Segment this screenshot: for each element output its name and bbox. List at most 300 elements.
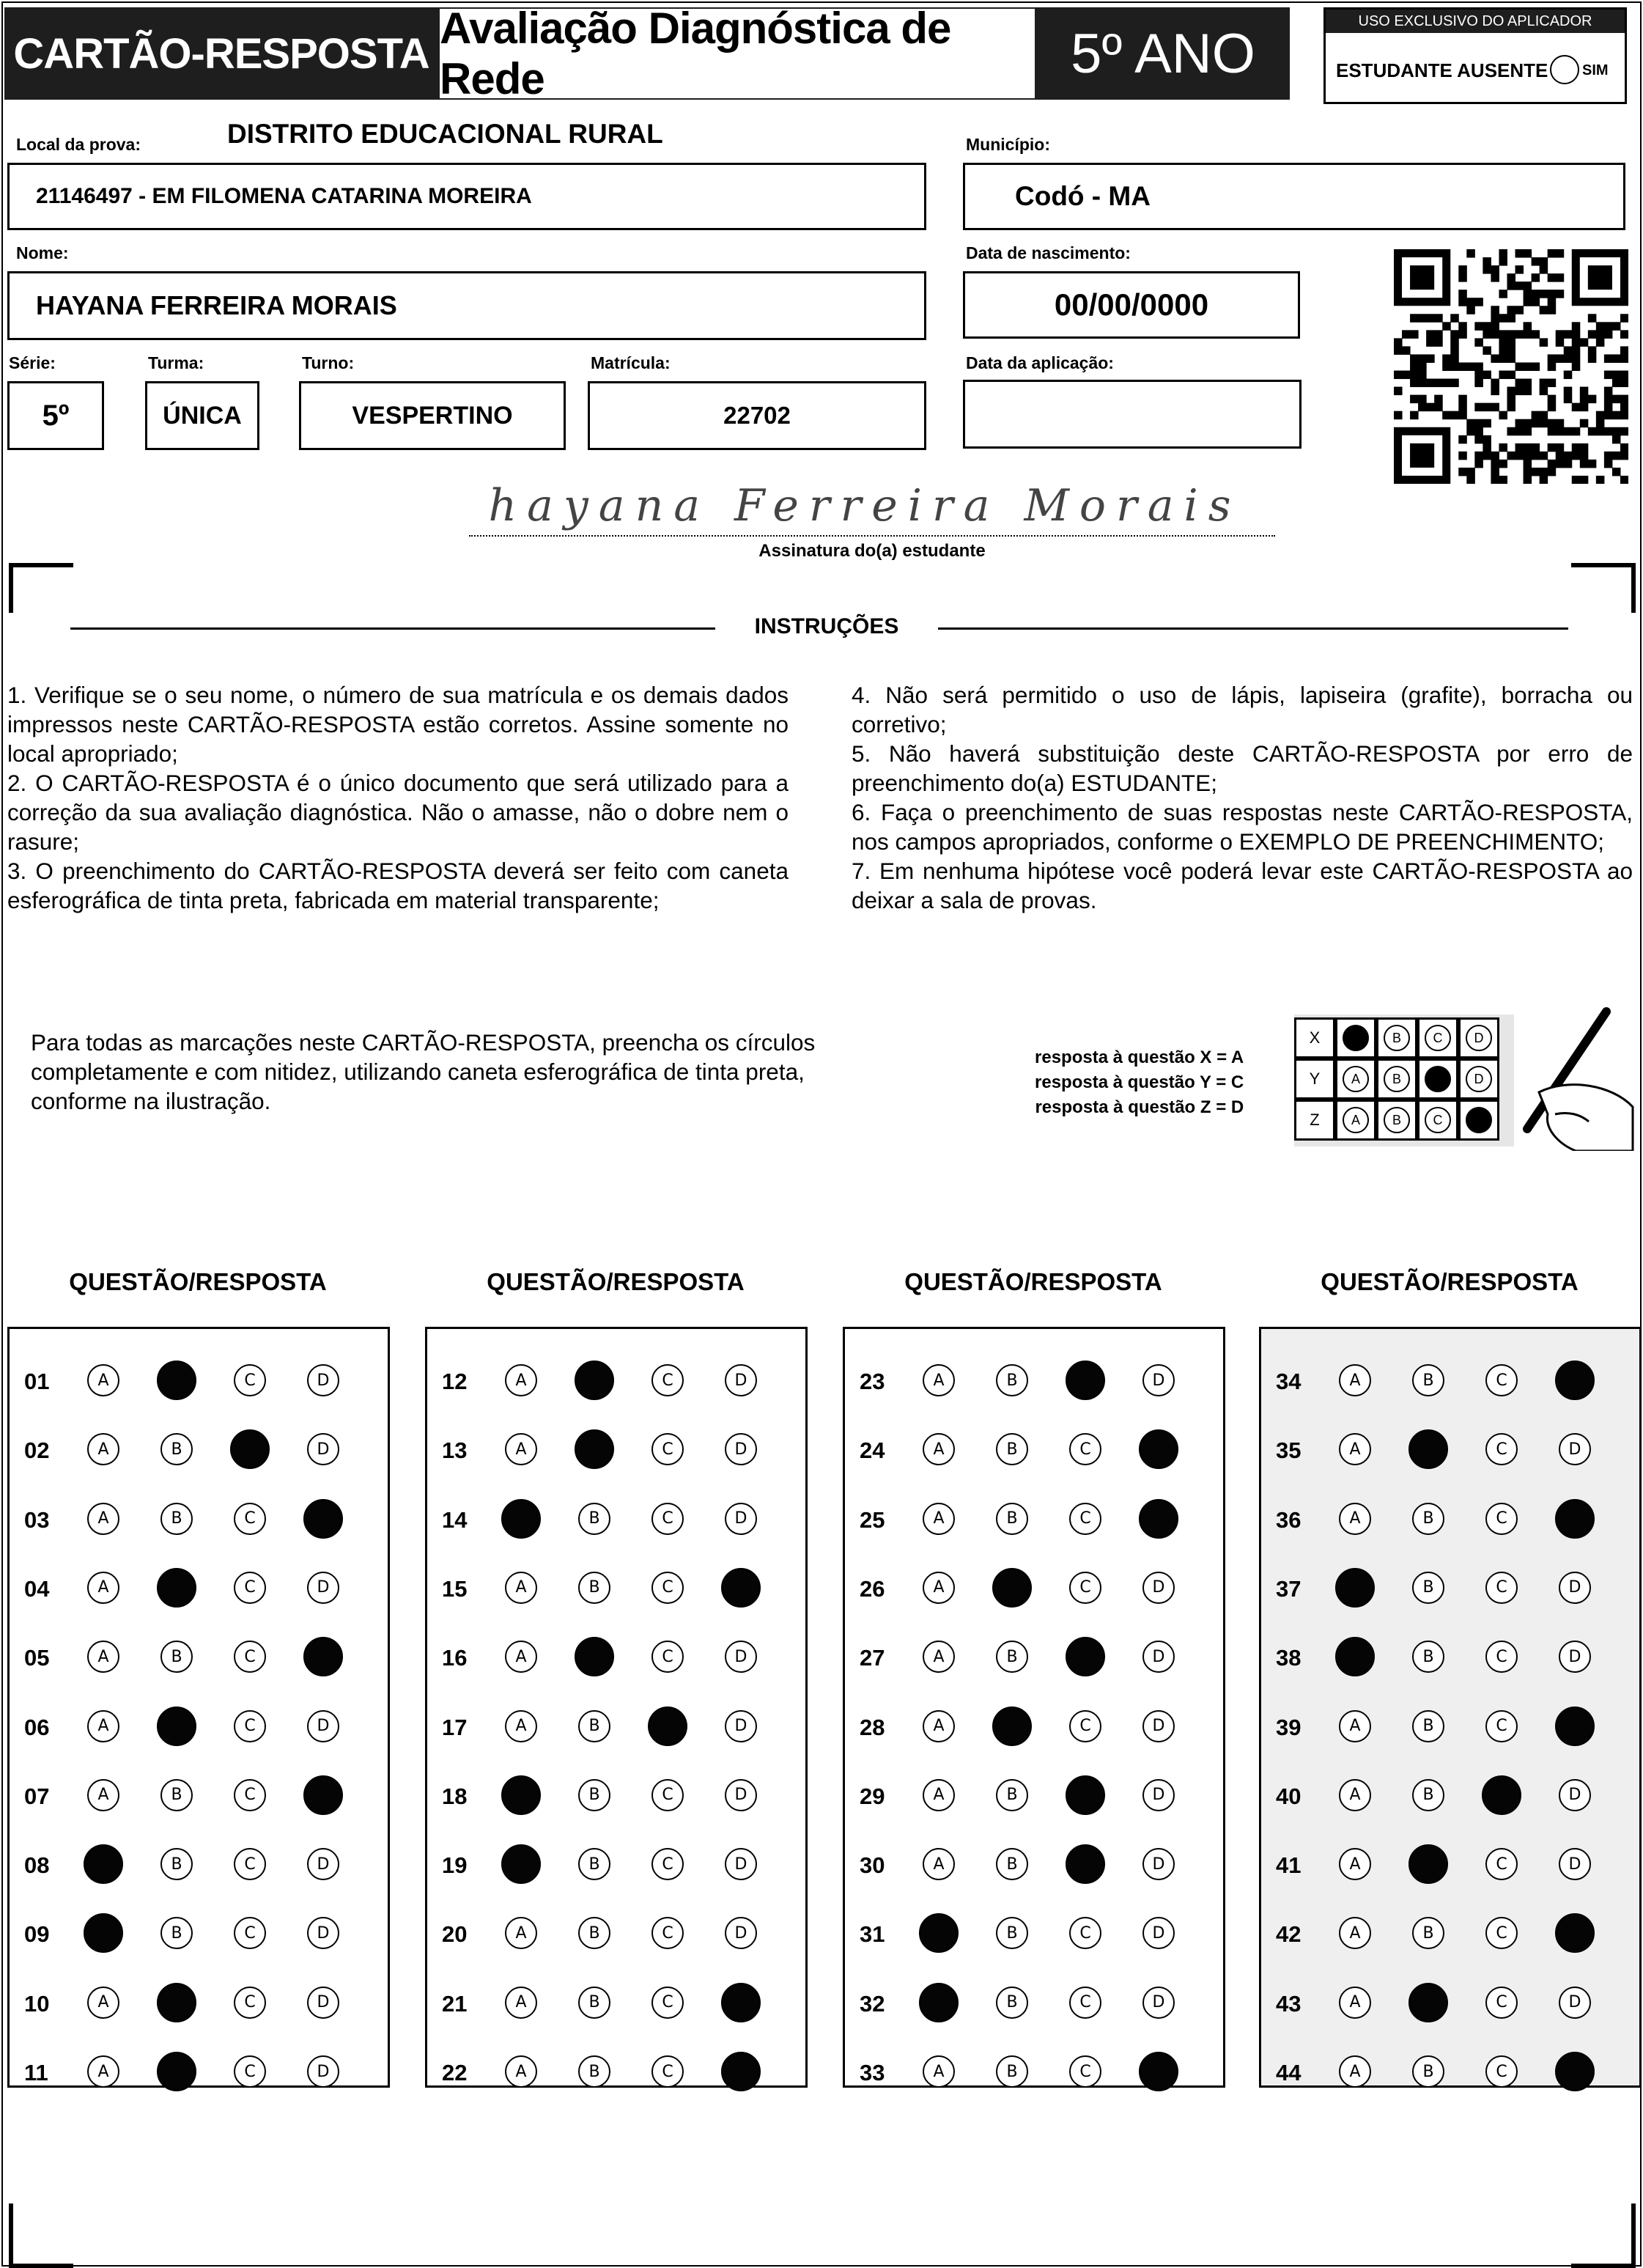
question-number: 27 [860,1645,885,1671]
answer-bubble-b[interactable]: B [575,1361,614,1400]
answer-bubble-c[interactable]: C [1485,1987,1518,2019]
question-number: 15 [442,1575,468,1602]
question-row [1261,2047,1639,2098]
answer-bubble-c[interactable]: C [651,1433,684,1465]
answer-bubble-a[interactable]: A [505,1641,537,1673]
answer-bubble-d[interactable]: D [307,2055,339,2088]
answer-column-header: QUESTÃO/RESPOSTA [69,1268,327,1295]
turno-label: Turno: [302,353,355,372]
answer-bubble-a[interactable]: A [1339,1848,1371,1880]
answer-bubble-a[interactable]: A [1339,1987,1371,2019]
answer-bubble-c[interactable]: C [651,1987,684,2019]
question-row [845,1424,1223,1476]
question-row [1261,1839,1639,1890]
answer-bubble-a[interactable]: A [505,1710,537,1742]
question-row [1261,1632,1639,1683]
answer-bubble-c[interactable]: C [234,1503,266,1535]
question-row [1261,1770,1639,1822]
turma-field [145,381,259,450]
question-number: 28 [860,1714,885,1740]
answer-bubble-d[interactable]: D [303,1499,343,1539]
question-number: 20 [442,1921,468,1948]
answer-column [1259,1327,1642,2088]
answer-bubble-a[interactable]: A [87,2055,119,2088]
answer-bubble-b[interactable]: B [992,1706,1032,1746]
answer-bubble-c[interactable]: C [651,1364,684,1396]
answer-bubble-d[interactable]: D [1142,1641,1175,1673]
card-title-text: CARTÃO-RESPOSTA [13,29,429,78]
example-cell [1417,1100,1458,1141]
answer-bubble-a[interactable]: A [1335,1568,1375,1608]
answer-bubble-c[interactable]: C [651,2055,684,2088]
answer-bubble-d[interactable]: D [725,1710,757,1742]
question-number: 16 [442,1645,468,1671]
answer-bubble-a[interactable]: A [923,2055,955,2088]
answer-bubble-b[interactable]: B [160,1848,193,1880]
answer-bubble-b[interactable]: B [1408,1844,1448,1884]
answer-bubble-d[interactable]: D [1559,1848,1591,1880]
student-signature [440,476,1290,535]
answer-bubble-d[interactable]: D [307,1433,339,1465]
question-number: 36 [1276,1506,1302,1533]
answer-bubble-b[interactable]: B [578,1572,610,1604]
answer-bubble-a[interactable]: A [87,1503,119,1535]
absent-bubble[interactable] [1550,55,1579,84]
municipio-field [963,163,1625,230]
signature-label: Assinatura do(a) estudante [758,541,986,561]
answer-bubble-b[interactable]: B [575,1429,614,1469]
question-row [427,1978,805,2029]
grade-title [1036,7,1290,100]
answer-bubble-c[interactable]: C [651,1503,684,1535]
serie-label: Série: [9,353,56,372]
answer-bubble-d[interactable]: D [721,1983,761,2022]
example-legend [1035,1045,1244,1120]
question-row [10,1701,388,1753]
question-number: 31 [860,1921,885,1948]
pen-hand-icon [1488,1004,1634,1151]
question-row [427,1908,805,1959]
question-row [427,1770,805,1822]
answer-bubble-c[interactable]: C [1485,1503,1518,1535]
answer-bubble-c[interactable]: C [1069,1987,1101,2019]
answer-bubble-d[interactable]: D [1142,1710,1175,1742]
answer-bubble-b[interactable]: B [1412,1572,1444,1604]
answer-bubble-d[interactable]: D [1559,1641,1591,1673]
question-number: 35 [1276,1437,1302,1464]
answer-bubble-c[interactable]: C [234,1779,266,1811]
answer-bubble-a[interactable]: A [501,1499,541,1539]
answer-bubble-c[interactable]: C [1069,1503,1101,1535]
answer-bubble-a[interactable]: A [505,1987,537,2019]
exam-title-text: Avaliação Diagnóstica de Rede [440,4,951,103]
answer-bubble-a[interactable]: A [87,1779,119,1811]
nome-field [7,271,926,340]
example-legend-line: resposta à questão X = A [1035,1048,1244,1067]
question-number: 33 [860,2060,885,2085]
answer-bubble-a[interactable]: A [919,1983,959,2022]
absent-sim-label: SIM [1582,62,1609,78]
answer-bubble-a[interactable]: A [87,1710,119,1742]
answer-bubble-c[interactable]: C [648,1706,687,1746]
matricula-label: Matrícula: [591,353,671,372]
answer-bubble-b[interactable]: B [1412,1917,1444,1949]
answer-bubble-b[interactable]: B [1408,1429,1448,1469]
answer-bubble-d[interactable]: D [1555,1913,1595,1953]
question-row [10,1978,388,2029]
answer-bubble-b[interactable]: B [578,1779,610,1811]
answer-bubble-b[interactable]: B [996,1433,1028,1465]
answer-bubble-c[interactable]: C [234,1364,266,1396]
question-number: 05 [24,1645,50,1671]
answer-bubble-b[interactable]: B [575,1637,614,1676]
question-row [427,1355,805,1407]
answer-bubble-c[interactable]: C [230,1429,270,1469]
answer-bubble-d[interactable]: D [725,1917,757,1949]
answer-bubble-b[interactable]: B [996,1641,1028,1673]
answer-bubble-c[interactable]: C [1066,1361,1105,1400]
aplicacao-label: Data da aplicação: [966,353,1114,372]
answer-bubble-b[interactable]: B [157,2052,196,2091]
matricula-value: 22702 [723,402,791,429]
answer-bubble-c[interactable]: C [651,1779,684,1811]
example-bubble: B [1384,1107,1410,1133]
answer-bubble-c[interactable]: C [1069,1710,1101,1742]
answer-bubble-b[interactable]: B [160,1503,193,1535]
example-row-label: Y [1294,1058,1335,1100]
answer-bubble-a[interactable]: A [923,1848,955,1880]
answer-bubble-a[interactable]: A [923,1364,955,1396]
answer-bubble-c[interactable]: C [1066,1775,1105,1815]
answer-bubble-a[interactable]: A [87,1572,119,1604]
answer-bubble-c[interactable]: C [1069,1433,1101,1465]
answer-bubble-d[interactable]: D [307,1987,339,2019]
answer-bubble-d[interactable]: D [1142,1572,1175,1604]
answer-bubble-d[interactable]: D [725,1503,757,1535]
question-row [10,1355,388,1407]
nascimento-field [963,271,1300,339]
answer-bubble-d[interactable]: D [721,1568,761,1608]
example-cell [1417,1058,1458,1100]
answer-bubble-b[interactable]: B [996,2055,1028,2088]
answer-bubble-b[interactable]: B [157,1983,196,2022]
question-row [845,1355,1223,1407]
answer-bubble-b[interactable]: B [160,1641,193,1673]
answer-bubble-d[interactable]: D [1139,2052,1178,2091]
absent-label: ESTUDANTE AUSENTE [1336,59,1548,81]
question-number: 19 [442,1852,468,1879]
example-bubble: C [1425,1025,1451,1051]
answer-bubble-b[interactable]: B [996,1779,1028,1811]
answer-bubble-c[interactable]: C [651,1641,684,1673]
question-row [1261,1701,1639,1753]
answer-bubble-a[interactable]: A [923,1572,955,1604]
municipio-value: Codó - MA [1015,181,1151,211]
answer-bubble-c[interactable]: C [1069,1572,1101,1604]
question-number: 13 [442,1437,468,1464]
answer-bubble-b[interactable]: B [1412,2055,1444,2088]
answer-bubble-a[interactable]: A [501,1775,541,1815]
answer-bubble-d[interactable]: D [1142,1779,1175,1811]
answer-bubble-c[interactable]: C [1485,1641,1518,1673]
question-number: 12 [442,1369,468,1394]
answer-bubble-a[interactable]: A [505,1917,537,1949]
answer-bubble-b[interactable]: B [996,1503,1028,1535]
answer-bubble-b[interactable]: B [1412,1779,1444,1811]
question-number: 41 [1276,1852,1302,1879]
question-row [845,2047,1223,2098]
answer-bubble-b[interactable]: B [578,1917,610,1949]
answer-column-header: QUESTÃO/RESPOSTA [487,1268,745,1295]
answer-bubble-c[interactable]: C [1485,1848,1518,1880]
answer-bubble-c[interactable]: C [651,1848,684,1880]
answer-bubble-a[interactable]: A [923,1503,955,1535]
answer-bubble-b[interactable]: B [578,2055,610,2088]
answer-bubble-d[interactable]: D [725,1779,757,1811]
answer-bubble-b[interactable]: B [996,1987,1028,2019]
answer-bubble-a[interactable]: A [919,1913,959,1953]
turno-field [299,381,566,450]
nascimento-label: Data de nascimento: [966,243,1131,262]
question-row [10,1839,388,1890]
answer-bubble-b[interactable]: B [1412,1710,1444,1742]
answer-bubble-b[interactable]: B [160,1917,193,1949]
answer-bubble-a[interactable]: A [1339,1433,1371,1465]
answer-bubble-d[interactable]: D [303,1637,343,1676]
answer-bubble-b[interactable]: B [1412,1503,1444,1535]
question-number: 44 [1276,2060,1302,2085]
answer-bubble-d[interactable]: D [1139,1499,1178,1539]
answer-bubble-c[interactable]: C [234,1848,266,1880]
answer-column [7,1327,390,2088]
answer-bubble-a[interactable]: A [87,1433,119,1465]
answer-bubble-d[interactable]: D [307,1364,339,1396]
answer-bubble-c[interactable]: C [234,1572,266,1604]
answer-bubble-a[interactable]: A [1339,1503,1371,1535]
answer-bubble-b[interactable]: B [160,1433,193,1465]
answer-bubble-d[interactable]: D [1139,1429,1178,1469]
answer-bubble-c[interactable]: C [234,2055,266,2088]
question-number: 21 [442,1990,468,2017]
question-row [1261,1908,1639,1959]
example-bubble: D [1466,1107,1492,1133]
answer-bubble-b[interactable]: B [1412,1641,1444,1673]
answer-bubble-a[interactable]: A [923,1779,955,1811]
question-number: 22 [442,2060,468,2085]
question-number: 40 [1276,1783,1302,1809]
answer-bubble-d[interactable]: D [721,2052,761,2091]
question-row [427,1494,805,1545]
question-number: 26 [860,1575,885,1602]
example-cell [1335,1017,1376,1058]
answer-bubble-d[interactable]: D [1142,1848,1175,1880]
question-number: 25 [860,1506,885,1533]
answer-bubble-d[interactable]: D [725,1641,757,1673]
answer-bubble-c[interactable]: C [651,1572,684,1604]
answer-bubble-c[interactable]: C [1485,2055,1518,2088]
question-number: 29 [860,1783,885,1809]
answer-bubble-d[interactable]: D [1555,2052,1595,2091]
answer-bubble-c[interactable]: C [1069,2055,1101,2088]
aplicacao-field[interactable] [963,380,1302,449]
answer-bubble-a[interactable]: A [501,1844,541,1884]
answer-bubble-a[interactable]: A [84,1844,123,1884]
nascimento-value: 00/00/0000 [1054,287,1209,322]
question-number: 08 [24,1852,50,1879]
district-name: DISTRITO EDUCACIONAL RURAL [227,119,663,149]
answer-bubble-a[interactable]: A [1339,1779,1371,1811]
question-row [1261,1494,1639,1545]
question-row [10,1908,388,1959]
answer-bubble-a[interactable]: A [1339,1917,1371,1949]
question-number: 06 [24,1714,50,1740]
answer-column [425,1327,808,2088]
applicator-title: USO EXCLUSIVO DO APLICADOR [1326,10,1625,33]
answer-bubble-b[interactable]: B [1408,1983,1448,2022]
answer-bubble-c[interactable]: C [1485,1917,1518,1949]
question-row [427,1424,805,1476]
serie-field [7,381,104,450]
answer-bubble-c[interactable]: C [234,1641,266,1673]
question-number: 09 [24,1921,50,1948]
question-row [427,1839,805,1890]
answer-bubble-d[interactable]: D [1559,1779,1591,1811]
turma-label: Turma: [148,353,204,372]
answer-bubble-c[interactable]: C [1485,1433,1518,1465]
answer-bubble-d[interactable]: D [1555,1361,1595,1400]
answer-bubble-c[interactable]: C [1482,1775,1521,1815]
answer-bubble-b[interactable]: B [992,1568,1032,1608]
example-bubble: B [1384,1066,1410,1092]
question-row [1261,1563,1639,1614]
answer-bubble-a[interactable]: A [87,1641,119,1673]
instructions-title: INSTRUÇÕES [754,614,899,638]
answer-bubble-a[interactable]: A [923,1433,955,1465]
answer-bubble-d[interactable]: D [1559,1987,1591,2019]
answer-bubble-c[interactable]: C [651,1917,684,1949]
answer-bubble-d[interactable]: D [725,1433,757,1465]
answer-bubble-a[interactable]: A [505,2055,537,2088]
answer-bubble-c[interactable]: C [1069,1917,1101,1949]
answer-bubble-a[interactable]: A [84,1913,123,1953]
question-row [845,1839,1223,1890]
question-row [10,2047,388,2098]
answer-bubble-c[interactable]: C [234,1710,266,1742]
answer-bubble-d[interactable]: D [1142,1364,1175,1396]
answer-bubble-c[interactable]: C [1485,1710,1518,1742]
nome-value: HAYANA FERREIRA MORAIS [36,290,397,320]
answer-bubble-d[interactable]: D [303,1775,343,1815]
answer-bubble-a[interactable]: A [923,1641,955,1673]
answer-column-header: QUESTÃO/RESPOSTA [904,1268,1162,1295]
answer-bubble-c[interactable]: C [1066,1844,1105,1884]
answer-bubble-b[interactable]: B [578,1848,610,1880]
answer-bubble-d[interactable]: D [1142,1917,1175,1949]
answer-bubble-d[interactable]: D [1559,1572,1591,1604]
answer-bubble-b[interactable]: B [157,1568,196,1608]
municipio-label: Município: [966,135,1050,154]
nome-label: Nome: [16,243,69,262]
answer-bubble-a[interactable]: A [1335,1637,1375,1676]
answer-bubble-a[interactable]: A [1339,1364,1371,1396]
local-field [7,163,926,230]
answer-bubble-d[interactable]: D [725,1364,757,1396]
answer-bubble-b[interactable]: B [160,1779,193,1811]
answer-bubble-a[interactable]: A [87,1987,119,2019]
answer-bubble-a[interactable]: A [505,1364,537,1396]
instructions-right: 4. Não será permitido o uso de lápis, lapiseira (grafite), borracha ou corretivo; 5. Não haverá substituição deste CARTÃO-RESPOSTA por erro de preenchimento do(a) ESTUDANTE; 6. Faça o preenchimento de suas respostas neste CARTÃO-RESPOSTA, nos campos apropriados, conforme o EXEMPLO DE PREENCHIMENTO; 7. Em nenhuma hipótese você poderá levar este CARTÃO-RESPOSTA ao deixar a sala de provas. [852,682,1633,913]
question-number: 23 [860,1369,885,1394]
fill-note: Para todas as marcações neste CARTÃO-RESPOSTA, preencha os círculos completamente e com nitidez, utilizando caneta esferográfica de tinta preta, conforme na ilustração. [31,1029,816,1114]
example-bubble: D [1466,1066,1492,1092]
question-number: 18 [442,1783,468,1809]
question-number: 30 [860,1852,885,1879]
answer-bubble-d[interactable]: D [1142,1987,1175,2019]
answer-bubble-b[interactable]: B [157,1706,196,1746]
answer-bubble-b[interactable]: B [996,1848,1028,1880]
answer-bubble-a[interactable]: A [1339,1710,1371,1742]
applicator-box [1323,7,1627,104]
question-number: 17 [442,1714,468,1740]
answer-bubble-a[interactable]: A [505,1433,537,1465]
answer-bubble-a[interactable]: A [87,1364,119,1396]
answer-bubble-d[interactable]: D [307,1917,339,1949]
example-row-label: Z [1294,1100,1335,1141]
answer-bubble-b[interactable]: B [1412,1364,1444,1396]
answer-bubble-d[interactable]: D [725,1848,757,1880]
answer-bubble-d[interactable]: D [1555,1706,1595,1746]
question-number: 07 [24,1783,50,1809]
answer-bubble-b[interactable]: B [578,1503,610,1535]
answer-bubble-d[interactable]: D [307,1848,339,1880]
example-bubble: A [1343,1025,1369,1051]
answer-bubble-c[interactable]: C [234,1987,266,2019]
answer-bubble-d[interactable]: D [1559,1433,1591,1465]
grade-title-text: 5º ANO [1071,22,1255,85]
example-cell [1335,1058,1376,1100]
answer-bubble-d[interactable]: D [307,1572,339,1604]
matricula-field [588,381,926,450]
example-cell [1376,1058,1417,1100]
answer-bubble-b[interactable]: B [996,1917,1028,1949]
answer-bubble-d[interactable]: D [307,1710,339,1742]
answer-bubble-c[interactable]: C [1485,1572,1518,1604]
answer-bubble-b[interactable]: B [578,1987,610,2019]
exam-title [438,4,1036,103]
question-number: 14 [442,1506,468,1533]
answer-bubble-c[interactable]: C [1485,1364,1518,1396]
example-bubble: C [1425,1066,1451,1092]
question-number: 02 [24,1437,50,1464]
answer-bubble-b[interactable]: B [578,1710,610,1742]
answer-bubble-c[interactable]: C [1066,1637,1105,1676]
example-row-label: X [1294,1017,1335,1058]
answer-bubble-b[interactable]: B [996,1364,1028,1396]
question-number: 24 [860,1437,885,1464]
answer-bubble-d[interactable]: D [1555,1499,1595,1539]
example-cell [1417,1017,1458,1058]
question-number: 34 [1276,1369,1302,1394]
answer-bubble-a[interactable]: A [923,1710,955,1742]
answer-bubble-b[interactable]: B [157,1361,196,1400]
answer-bubble-c[interactable]: C [234,1917,266,1949]
question-number: 42 [1276,1921,1302,1948]
question-row [845,1563,1223,1614]
answer-bubble-a[interactable]: A [505,1572,537,1604]
question-number: 39 [1276,1714,1302,1740]
question-row [1261,1424,1639,1476]
answer-bubble-a[interactable]: A [1339,2055,1371,2088]
